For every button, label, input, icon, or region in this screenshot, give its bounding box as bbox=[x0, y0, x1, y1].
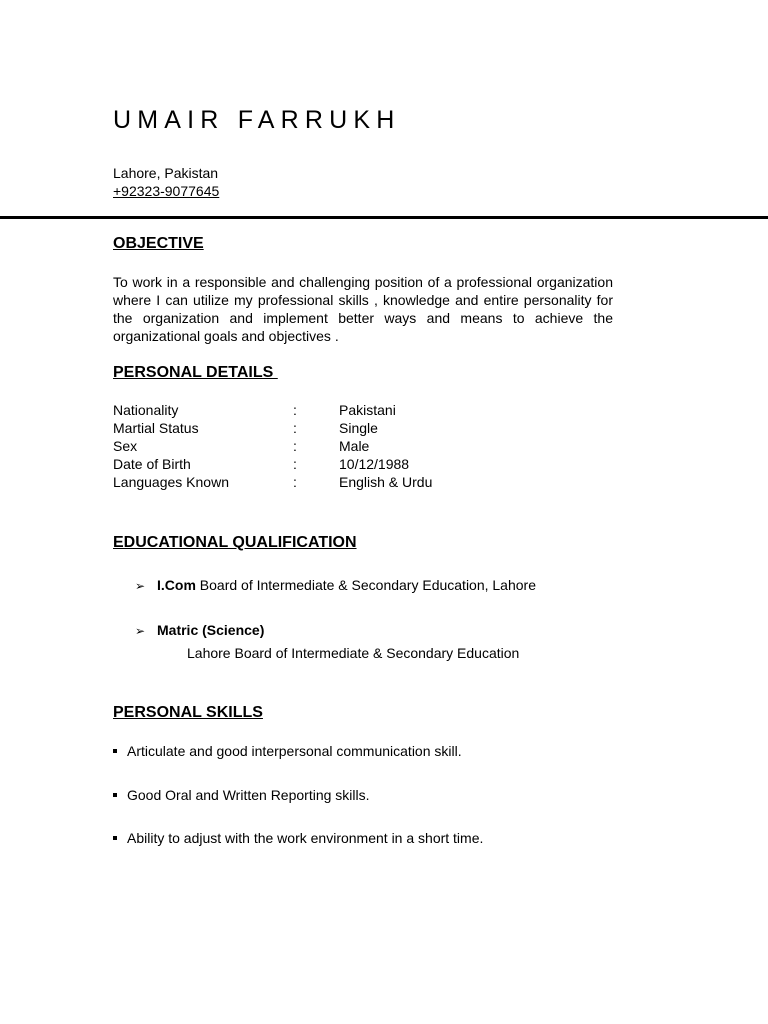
detail-value: English & Urdu bbox=[339, 474, 433, 490]
skills-heading: PERSONAL SKILLS bbox=[113, 704, 263, 721]
detail-separator: : bbox=[293, 456, 297, 472]
detail-label: Sex bbox=[113, 438, 138, 454]
arrow-bullet-icon: ➢ bbox=[135, 624, 146, 638]
education-item-icom bbox=[135, 576, 536, 595]
contact-block bbox=[113, 164, 219, 200]
detail-row-date-of-birth bbox=[113, 455, 432, 473]
objective-heading: OBJECTIVE bbox=[113, 235, 204, 252]
detail-label: Martial Status bbox=[113, 420, 199, 436]
location-text: Lahore, Pakistan bbox=[113, 165, 219, 181]
skill-text: Ability to adjust with the work environment in a short time. bbox=[127, 830, 484, 846]
degree-name: I.Com bbox=[157, 577, 196, 593]
square-bullet-icon bbox=[113, 793, 117, 797]
education-item-matric bbox=[135, 621, 519, 662]
objective-text: To work in a responsible and challenging position of a professional organization where I can utilize my professional skills , knowledge and entire personality for the organization and implement better ways and means to achieve the organizational goals and objectives . bbox=[113, 274, 613, 344]
detail-value: 10/12/1988 bbox=[339, 456, 410, 472]
degree-name: Matric (Science) bbox=[157, 622, 265, 638]
detail-label: Date of Birth bbox=[113, 456, 191, 472]
personal-details-heading: PERSONAL DETAILS bbox=[113, 364, 278, 381]
detail-row-languages bbox=[113, 473, 432, 491]
detail-value: Male bbox=[339, 438, 370, 454]
square-bullet-icon bbox=[113, 836, 117, 840]
detail-separator: : bbox=[293, 420, 297, 436]
skill-text: Articulate and good interpersonal communication skill. bbox=[127, 743, 462, 759]
phone-number: +92323-9077645 bbox=[113, 183, 220, 199]
detail-label: Nationality bbox=[113, 402, 179, 418]
skill-text: Good Oral and Written Reporting skills. bbox=[127, 787, 370, 803]
detail-separator: : bbox=[293, 474, 297, 490]
square-bullet-icon bbox=[113, 749, 117, 753]
detail-separator: : bbox=[293, 402, 297, 418]
degree-detail: Lahore Board of Intermediate & Secondary Education bbox=[187, 645, 520, 661]
skill-item bbox=[113, 829, 483, 847]
detail-value: Pakistani bbox=[339, 402, 396, 418]
header-divider bbox=[0, 216, 768, 219]
detail-row-sex bbox=[113, 437, 432, 455]
personal-details-table bbox=[113, 401, 432, 491]
candidate-name: UMAIR FARRUKH bbox=[113, 106, 401, 134]
skill-item bbox=[113, 742, 462, 760]
detail-label: Languages Known bbox=[113, 474, 229, 490]
detail-row-nationality bbox=[113, 401, 432, 419]
arrow-bullet-icon: ➢ bbox=[135, 579, 146, 593]
education-heading: EDUCATIONAL QUALIFICATION bbox=[113, 534, 357, 551]
skill-item bbox=[113, 786, 370, 804]
detail-separator: : bbox=[293, 438, 297, 454]
detail-value: Single bbox=[339, 420, 378, 436]
detail-row-martial-status bbox=[113, 419, 432, 437]
degree-detail: Board of Intermediate & Secondary Education, Lahore bbox=[195, 577, 536, 593]
